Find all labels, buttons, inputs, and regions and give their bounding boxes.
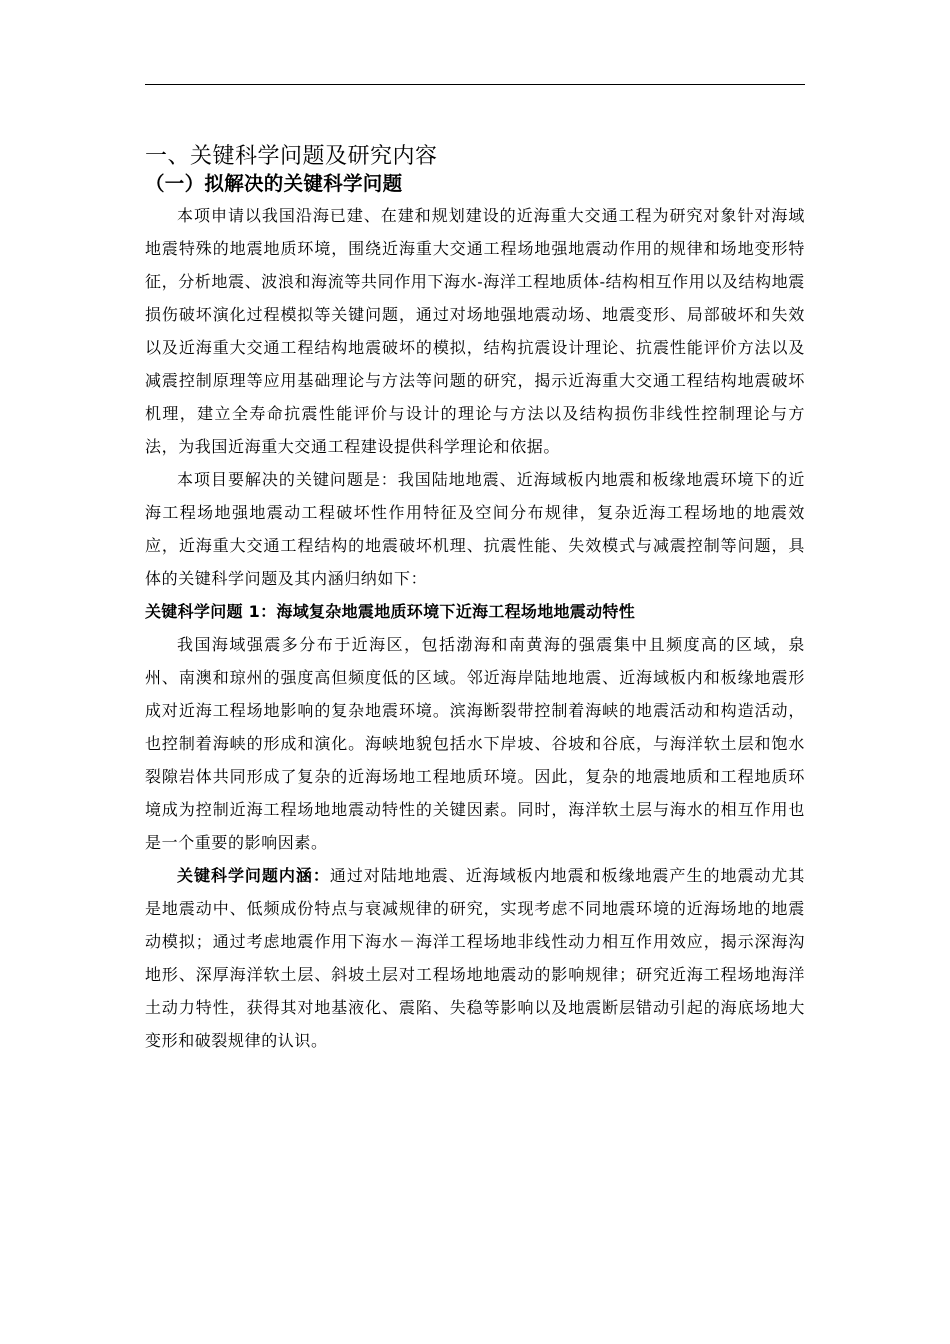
connotation-text: 通过对陆地地震、近海域板内地震和板缘地震产生的地震动尤其是地震动中、低频成份特点与衰减规律的研究，实现考虑不同地震环境的近海场地的地震动模拟；通过考虑地震作用下海水－海洋工程场地非线性动力相互作用效应，揭示深海沟地形、深厚海洋软土层、斜坡土层对工程场地地震动的影响规律；研究近海工程场地海洋土动力特性，获得其对地基液化、震陷、失稳等影响以及地震断层错动引起的海底场地大变形和破裂规律的认识。 [145,866,805,1050]
connotation-label: 关键科学问题内涵： [177,866,330,885]
section-heading: 一、关键科学问题及研究内容 [145,144,438,169]
key-problem-1-heading: 关键科学问题 1：海域复杂地震地质环境下近海工程场地地震动特性 [145,602,636,621]
paragraph-problem-connotation [145,859,805,1057]
document-body [145,143,805,1057]
paragraph-research-objective: 本项申请以我国沿海已建、在建和规划建设的近海重大交通工程为研究对象针对海域地震特殊的地震地质环境，围绕近海重大交通工程场地强地震动作用的规律和场地变形特征，分析地震、波浪和海流等共同作用下海水-海洋工程地质体-结构相互作用以及结构地震损伤破坏演化过程模拟等关键问题，通过对场地强地震动场、地震变形、局部破坏和失效以及近海重大交通工程结构地震破坏的模拟，结构抗震设计理论、抗震性能评价方法以及减震控制原理等应用基础理论与方法等问题的研究，揭示近海重大交通工程结构地震破坏机理，建立全寿命抗震性能评价与设计的理论与方法以及结构损伤非线性控制理论与方法，为我国近海重大交通工程建设提供科学理论和依据。 [145,206,805,456]
subsection-heading: （一）拟解决的关键科学问题 [145,172,403,195]
paragraph-key-problems: 本项目要解决的关键问题是：我国陆地地震、近海域板内地震和板缘地震环境下的近海工程场地强地震动工程破坏性作用特征及空间分布规律，复杂近海工程场地的地震效应，近海重大交通工程结构的地震破坏机理、抗震性能、失效模式与减震控制等问题，具体的关键科学问题及其内涵归纳如下： [145,470,805,588]
header-rule [145,84,805,85]
paragraph-seismic-environment: 我国海域强震多分布于近海区，包括渤海和南黄海的强震集中且频度高的区域，泉州、南澳和琼州的强度高但频度低的区域。邻近海岸陆地地震、近海域板内和板缘地震形成对近海工程场地影响的复杂地震环境。滨海断裂带控制着海峡的地震活动和构造活动，也控制着海峡的形成和演化。海峡地貌包括水下岸坡、谷坡和谷底，与海洋软土层和饱水裂隙岩体共同形成了复杂的近海场地工程地质环境。因此，复杂的地震地质和工程地质环境成为控制近海工程场地地震动特性的关键因素。同时，海洋软土层与海水的相互作用也是一个重要的影响因素。 [145,635,805,852]
